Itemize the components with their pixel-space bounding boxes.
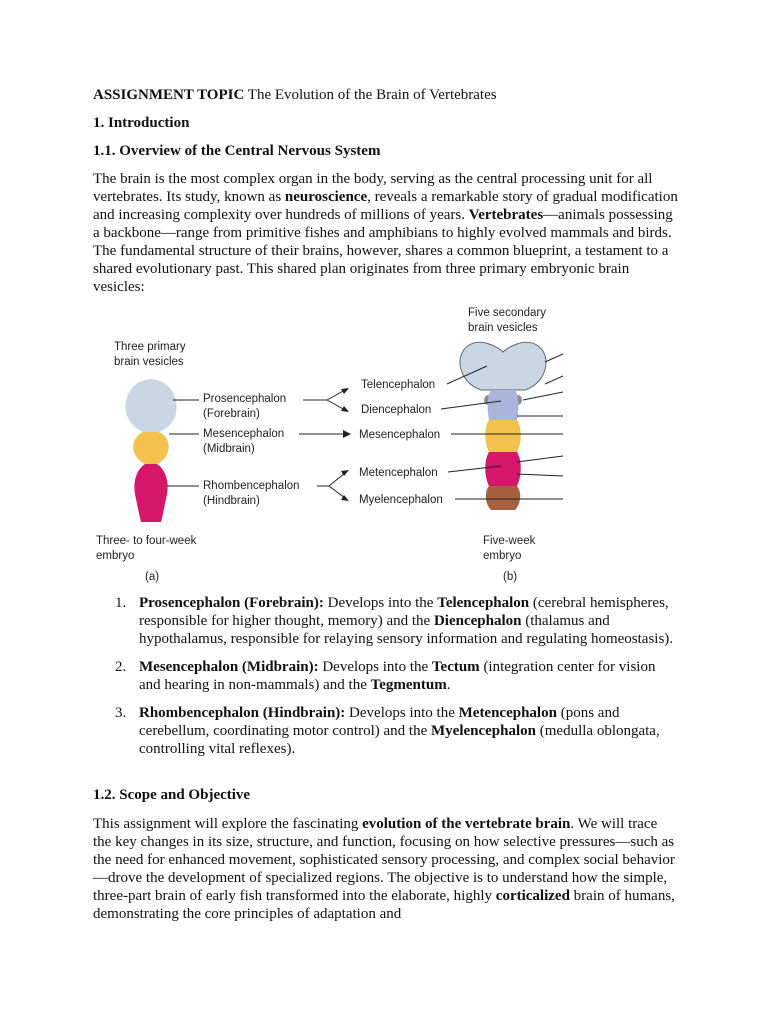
- arrow-to-meten: [329, 473, 345, 486]
- arrowhead-mesen: [343, 430, 351, 438]
- primary-title-line2: brain vesicles: [114, 356, 184, 368]
- label-mesencephalon-b: Mesencephalon: [359, 429, 441, 441]
- intro-text-3: —animals possessing a backbone—range from primitive fishes and amphibians to highly evolved mammals and birds. The fundamental structure of their brains, however, shares a common blueprint, a testament to a shared evolutionary past. This shared plan originates from three primary embryonic brain vesicles:: [93, 207, 673, 295]
- telencephalon-vesicle: [460, 342, 546, 390]
- item-text: .: [446, 677, 451, 693]
- arrows-group: [299, 390, 345, 498]
- list-number: 2.: [115, 659, 127, 675]
- item-bold: Tegmentum: [370, 677, 447, 693]
- item-bold: Telencephalon: [437, 595, 530, 611]
- label-prosencephalon: Prosencephalon: [203, 393, 287, 405]
- item-term: Rhombencephalon (Hindbrain):: [139, 705, 346, 721]
- arrow-to-dien: [327, 400, 345, 410]
- secondary-title-line2: brain vesicles: [468, 322, 538, 334]
- arrow-to-myelen: [329, 486, 345, 498]
- embryo-a-line2: embryo: [96, 550, 135, 562]
- item-text: Develops into the: [345, 705, 459, 721]
- secondary-title-line1: Five secondary: [468, 307, 546, 319]
- item-term: Mesencephalon (Midbrain):: [139, 659, 319, 675]
- list-number: 3.: [115, 705, 127, 721]
- label-metencephalon: Metencephalon: [359, 467, 438, 479]
- midbrain-vesicle: [133, 432, 168, 464]
- panel-label-b: (b): [503, 571, 518, 583]
- label-diencephalon: Diencephalon: [361, 404, 432, 416]
- intro-bold-neuroscience: neuroscience: [284, 189, 368, 205]
- item-bold: Metencephalon: [458, 705, 557, 721]
- item-text: Develops into the: [318, 659, 432, 675]
- assignment-title: [93, 86, 497, 104]
- embryo-b-line1: Five-week: [483, 535, 536, 547]
- arrowheads: [341, 388, 351, 501]
- item-text: (integration center for vision and hearing in non-mammals) and the: [139, 659, 656, 693]
- heading-scope: 1.2. Scope and Objective: [93, 787, 251, 803]
- diencephalon-vesicle: [488, 390, 519, 420]
- secondary-vesicles-shape: [460, 342, 546, 510]
- primary-vesicles-shape: [125, 379, 176, 522]
- scope-paragraph: [93, 815, 678, 923]
- leader-right-6: [517, 474, 563, 476]
- primary-title-line1: Three primary: [114, 341, 186, 353]
- item-term: Prosencephalon (Forebrain):: [139, 595, 324, 611]
- leader-right-3: [523, 392, 563, 400]
- label-mesencephalon-a: Mesencephalon: [203, 428, 285, 440]
- intro-paragraph: [93, 170, 678, 296]
- item-bold: Diencephalon: [433, 613, 522, 629]
- arrowhead-dien: [341, 406, 349, 412]
- label-telencephalon: Telencephalon: [361, 379, 436, 391]
- mesencephalon-vesicle: [485, 420, 521, 452]
- label-myelencephalon: Myelencephalon: [359, 494, 443, 506]
- item-text: Develops into the: [323, 595, 438, 611]
- heading-introduction: 1. Introduction: [93, 115, 190, 131]
- list-item: [93, 594, 678, 648]
- title-text: The Evolution of the Brain of Vertebrates: [244, 87, 497, 103]
- scope-text-2: . We will trace the key changes in its size, structure, and function, focusing on how selective pressures—such as the need for enhanced movement, sophisticated sensory processing, and complex social behavior—drove the development of specialized regions. The objective is to understand how the simple, three-part brain of early fish transformed into the elaborate, highly: [93, 816, 675, 904]
- scope-text-3: brain of humans, demonstrating the core principles of adaptation and: [93, 888, 675, 922]
- title-label: ASSIGNMENT TOPIC: [93, 87, 245, 103]
- leader-right-5: [517, 456, 563, 462]
- panel-label-a: (a): [145, 571, 160, 583]
- embryo-a-line1: Three- to four-week: [96, 535, 197, 547]
- intro-text-2: , reveals a remarkable story of gradual modification and increasing complexity over hundreds of millions of years.: [93, 189, 678, 223]
- item-text: (thalamus and hypothalamus, responsible for relaying sensory information and regulating homeostasis).: [139, 613, 674, 647]
- list-item: [93, 658, 678, 694]
- scope-bold-evolution: evolution of the vertebrate brain: [362, 816, 571, 832]
- leader-right-2: [545, 376, 563, 384]
- brain-vesicles-diagram: [93, 304, 563, 588]
- intro-bold-vertebrates: Vertebrates: [468, 207, 544, 223]
- metencephalon-vesicle: [485, 452, 521, 486]
- label-hindbrain: (Hindbrain): [203, 495, 260, 507]
- list-item: [93, 704, 678, 758]
- intro-text-1: The brain is the most complex organ in the body, serving as the central processing unit for all vertebrates. Its study, known as: [93, 171, 653, 205]
- leader-right-1: [545, 354, 563, 362]
- label-midbrain: (Midbrain): [203, 443, 255, 455]
- forebrain-vesicle: [125, 379, 176, 432]
- scope-text-1: This assignment will explore the fascinating: [93, 816, 363, 832]
- label-rhombencephalon: Rhombencephalon: [203, 480, 300, 492]
- item-text: (medulla oblongata, controlling vital reflexes).: [139, 723, 660, 757]
- item-bold: Myelencephalon: [431, 723, 536, 739]
- brain-vesicles-figure: [93, 304, 563, 588]
- list-number: 1.: [115, 595, 127, 611]
- label-forebrain: (Forebrain): [203, 408, 260, 420]
- item-text: (pons and cerebellum, coordinating motor control) and the: [139, 705, 620, 739]
- item-bold: Tectum: [431, 659, 480, 675]
- item-text: (cerebral hemispheres, responsible for higher thought, memory) and the: [139, 595, 669, 629]
- arrowhead-telen: [341, 388, 349, 394]
- arrow-to-telen: [327, 390, 345, 400]
- vesicle-list: [93, 594, 678, 768]
- scope-bold-corticalized: corticalized: [495, 888, 570, 904]
- heading-overview: 1.1. Overview of the Central Nervous System: [93, 143, 381, 159]
- myelencephalon-vesicle: [486, 486, 520, 510]
- embryo-b-line2: embryo: [483, 550, 522, 562]
- hindbrain-vesicle: [134, 464, 167, 522]
